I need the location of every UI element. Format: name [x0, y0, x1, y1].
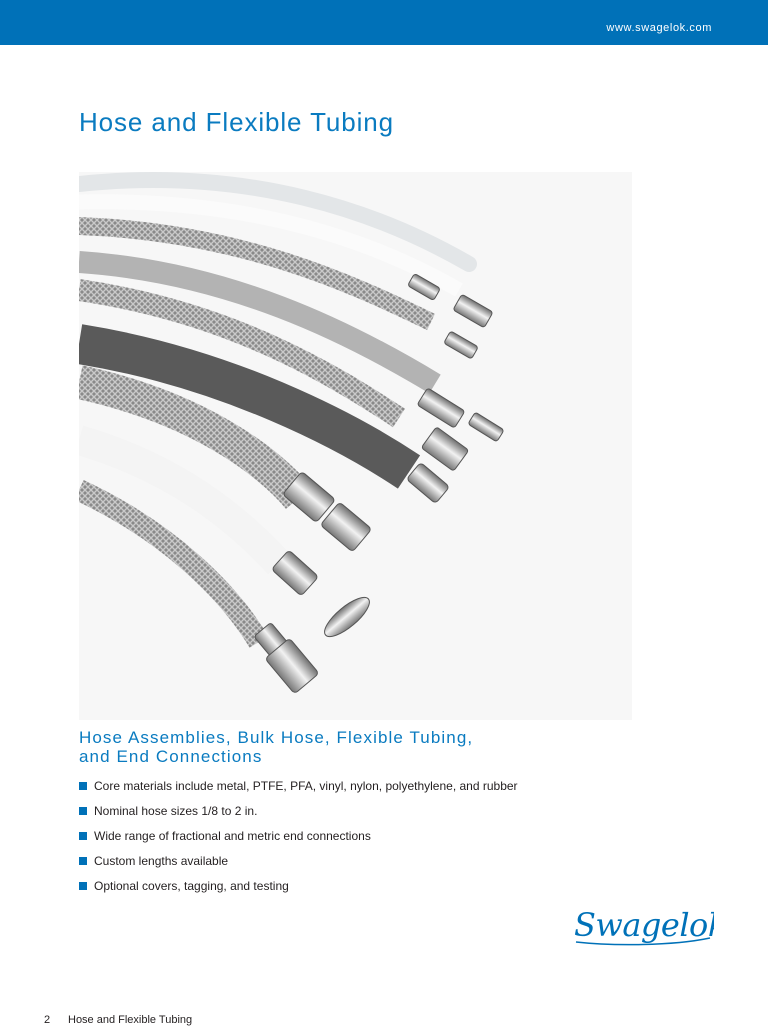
- square-bullet-icon: [79, 857, 87, 865]
- header-bar: [0, 0, 768, 45]
- page-title: Hose and Flexible Tubing: [79, 107, 395, 137]
- square-bullet-icon: [79, 832, 87, 840]
- feature-text: Nominal hose sizes 1/8 to 2 in.: [94, 804, 258, 818]
- square-bullet-icon: [79, 782, 87, 790]
- section-heading: [79, 728, 599, 766]
- swagelok-logo-icon: [572, 902, 714, 948]
- hose-photo-illustration: [79, 172, 632, 720]
- feature-item: [79, 779, 518, 804]
- feature-item: [79, 804, 518, 829]
- svg-text:Swagelok: Swagelok: [574, 906, 714, 944]
- section-heading-line-1: Hose Assemblies, Bulk Hose, Flexible Tubing,: [79, 728, 474, 747]
- feature-text: Custom lengths available: [94, 854, 229, 868]
- website-url[interactable]: www.swagelok.com: [606, 22, 712, 34]
- feature-text: Core materials include metal, PTFE, PFA, vinyl, nylon, polyethylene, and rubber: [94, 779, 518, 793]
- page-number: 2: [44, 1014, 51, 1026]
- feature-text: Optional covers, tagging, and testing: [94, 879, 289, 893]
- footer-title: Hose and Flexible Tubing: [68, 1014, 193, 1026]
- feature-item: [79, 879, 518, 904]
- swagelok-logo: [572, 902, 714, 948]
- feature-item: [79, 854, 518, 879]
- feature-item: [79, 829, 518, 854]
- section-heading-line-2: and End Connections: [79, 747, 263, 766]
- square-bullet-icon: [79, 882, 87, 890]
- feature-text: Wide range of fractional and metric end connections: [94, 829, 371, 843]
- hose-assemblies-photo: [79, 172, 632, 720]
- page-footer: [44, 1014, 192, 1026]
- square-bullet-icon: [79, 807, 87, 815]
- feature-list: [79, 779, 518, 904]
